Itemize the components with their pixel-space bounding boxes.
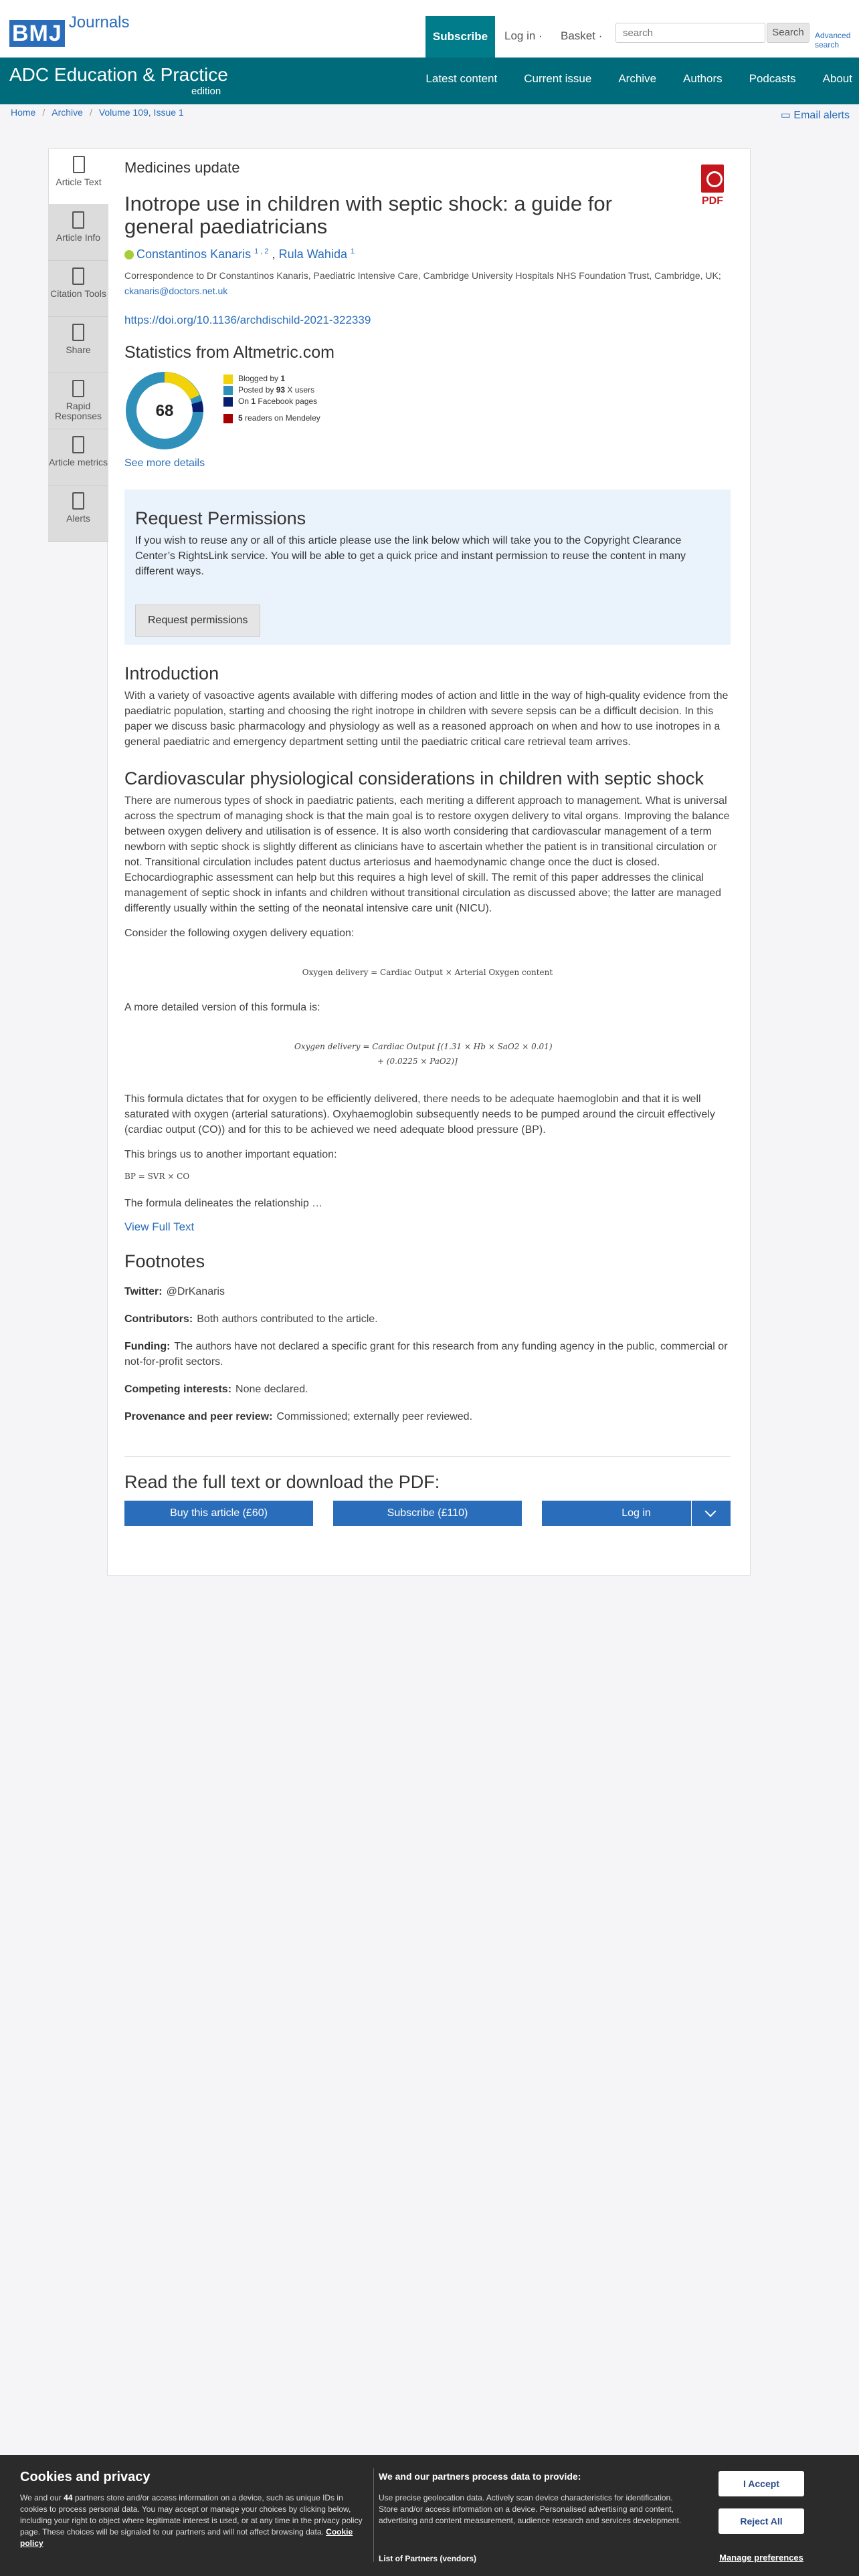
view-full-text-link[interactable] (124, 1220, 731, 1234)
cookie-text-post: partners store and/or access information on a device, such as unique IDs in cookies to process personal data. You may accept or manage your choices by clicking below, including your right to object where legitimate interest is used, or at any time in the privacy policy page. These choices will be signaled to our partners and will not affect browsing data. (20, 2493, 363, 2537)
author-link[interactable]: Rula Wahida (278, 247, 347, 261)
footnote-contributors (124, 1311, 731, 1327)
tab-article-metrics[interactable] (48, 429, 108, 486)
tab-citation-tools[interactable] (48, 261, 108, 317)
footnote-label: Twitter: (124, 1286, 163, 1297)
x-swatch (223, 386, 233, 395)
intro-heading: Introduction (124, 663, 219, 683)
correspondence-email[interactable]: ckanaris@doctors.net.uk (124, 286, 228, 296)
mendeley-swatch (223, 414, 233, 423)
journal-nav (399, 72, 852, 86)
tab-share[interactable] (48, 317, 108, 373)
equation-line: + (0.0225 × PaO2)] (377, 1057, 458, 1066)
intro-paragraph: With a variety of vasoactive agents available with differing modes of action and little in the way of high-quality evidence from the paediatric population, starting and choosing the right inotrope in children with severe sepsis can be a difficult decision. In this paper we discuss basic pharmacology and physiology as well as a reasoned approach on when and how to use inotropes in a general paediatric and emergency department setting until the paediatric critical care retrieval team arrives. (124, 690, 729, 748)
posted-pre: Posted by (238, 385, 274, 395)
list-of-partners-link[interactable]: List of Partners (vendors) (379, 2554, 477, 2563)
breadcrumb-home[interactable]: Home (11, 107, 36, 118)
permissions-title: Request Permissions (135, 508, 306, 528)
nav-current-issue[interactable]: Current issue (524, 72, 592, 85)
cardio-heading: Cardiovascular physiological considerations in children with septic shock (124, 768, 704, 788)
footnote-label: Competing interests: (124, 1384, 232, 1395)
doi-link[interactable] (124, 314, 731, 327)
altmetric-ring-facebook (197, 403, 198, 412)
equation-line: Oxygen delivery = Cardiac Output [(1.31 × Hb × SaO2 × 0.01) (294, 1042, 553, 1051)
footnote-competing (124, 1382, 731, 1397)
breadcrumb-separator: / (89, 107, 92, 118)
bmj-logo[interactable] (9, 13, 130, 47)
comment-icon (72, 380, 84, 397)
pdf-icon (701, 165, 724, 193)
consider-text: Consider the following oxygen delivery equation: (124, 928, 355, 939)
oxygen-delivery-equation: Oxygen delivery = Cardiac Output × Arterial Oxygen content (302, 968, 553, 977)
altmetric-donut[interactable] (124, 370, 205, 451)
see-more-text: See more details (124, 457, 205, 469)
orcid-icon[interactable] (124, 250, 134, 259)
fb-pre: On (238, 397, 250, 406)
cookie-provide-title: We and our partners process data to provide: (379, 2471, 581, 2482)
cookie-text (20, 2492, 363, 2549)
bp-equation: BP = SVR × CO (124, 1172, 190, 1181)
see-more-details-link[interactable] (124, 457, 731, 469)
tab-label: Alerts (66, 513, 90, 524)
breadcrumb-separator: / (42, 107, 45, 118)
blogged-pre: Blogged by (238, 374, 279, 383)
footnote-value: @DrKanaris (166, 1286, 225, 1297)
accept-cookies-button[interactable]: I Accept (719, 2471, 804, 2496)
email-alerts-label: Email alerts (793, 110, 850, 121)
mendeley-post: readers on Mendeley (245, 413, 320, 423)
tab-label: Citation Tools (50, 288, 106, 299)
altmetric-facebook (223, 396, 320, 407)
affiliation-ref[interactable]: 1 (350, 247, 355, 255)
pdf-label: PDF (702, 195, 723, 207)
manage-preferences-link[interactable]: Manage preferences (719, 2553, 803, 2563)
login-label: Log in (622, 1507, 651, 1519)
subscribe-button[interactable]: Subscribe (425, 16, 495, 58)
basket-link[interactable]: Basket · (561, 29, 603, 42)
posted-post: X users (287, 385, 315, 395)
posted-count: 93 (276, 385, 286, 395)
fb-post: Facebook pages (258, 397, 318, 406)
footnote-label: Funding: (124, 1341, 171, 1352)
subscribe-purchase-button[interactable]: Subscribe (£110) (333, 1501, 522, 1526)
buy-article-button[interactable]: Buy this article (£60) (124, 1501, 313, 1526)
nav-about[interactable]: About (822, 72, 852, 85)
tab-label: Article Text (56, 177, 102, 187)
email-alerts-icon: ▭ (780, 110, 791, 121)
altmetric-title: Statistics from Altmetric.com (124, 343, 335, 362)
footnote-label: Contributors: (124, 1313, 193, 1325)
altmetric-legend (223, 373, 320, 424)
footnote-value: Commissioned; externally peer reviewed. (276, 1411, 473, 1422)
cookie-provide-text: Use precise geolocation data. Actively scan device characteristics for identification. Store and/or access information on a device. Personalised advertising and content, advertising and content measurement, audience research and services development. (379, 2493, 682, 2525)
top-bar (0, 0, 859, 58)
breadcrumb-archive[interactable]: Archive (52, 107, 83, 118)
tab-alerts[interactable] (48, 486, 108, 542)
article-content (124, 159, 731, 1526)
doi-url: https://doi.org/10.1136/archdischild-2021-322339 (124, 314, 371, 326)
correspondence-text: Correspondence to Dr Constantinos Kanaris, Paediatric Intensive Care, Cambridge University Hospitals NHS Foundation Trust, Cambridge, UK; (124, 270, 721, 281)
bmj-logo-mark: BMJ (9, 20, 65, 47)
tab-label: Rapid Responses (54, 401, 102, 421)
login-link[interactable]: Log in · (504, 29, 543, 42)
cookie-text-pre: We and our (20, 2493, 62, 2502)
cookie-banner (0, 2455, 859, 2576)
purchase-options (124, 1501, 731, 1526)
nav-podcasts[interactable]: Podcasts (749, 72, 796, 85)
purchase-title: Read the full text or download the PDF: (124, 1472, 440, 1492)
breadcrumb-issue[interactable]: Volume 109, Issue 1 (98, 107, 184, 118)
fb-count: 1 (251, 397, 256, 406)
formula-explanation: This formula dictates that for oxygen to be efficiently delivered, there needs to be adequate haemoglobin and that it is well saturated with oxygen (arterial saturations). Oxyhaemoglobin subsequently needs to be pumped around the circuit effectively (cardiac output (CO)) and for this to be achieved we need adequate blood pressure (BP). (124, 1093, 715, 1136)
search-input[interactable] (615, 23, 765, 43)
author-separator: , (272, 247, 276, 261)
request-permissions-button[interactable]: Request permissions (135, 605, 260, 637)
cookie-divider (373, 2468, 374, 2562)
tab-rapid-responses[interactable] (48, 373, 108, 429)
share-icon (72, 324, 84, 341)
permissions-text: If you wish to reuse any or all of this article please use the link below which will take you to the Copyright Clearance Center’s RightsLink service. You will be able to get a quick price and instant permission to reuse the content in many different ways. (135, 535, 686, 577)
bell-icon (72, 492, 84, 510)
brings-text: This brings us to another important equation: (124, 1149, 337, 1160)
detailed-oxygen-equation (294, 1039, 731, 1069)
chevron-down-icon[interactable] (691, 1501, 731, 1526)
cookie-policy-link[interactable]: Cookie policy (20, 2527, 353, 2548)
info-icon (72, 211, 84, 229)
affiliation-ref[interactable]: 1 , 2 (254, 247, 269, 255)
advanced-search-line2: search (815, 40, 840, 49)
journal-edition: edition (191, 86, 221, 97)
altmetric-widget (124, 370, 731, 451)
footnote-funding (124, 1339, 731, 1370)
facebook-swatch (223, 397, 233, 407)
breadcrumb (11, 107, 184, 118)
article-side-tabs (48, 148, 108, 542)
altmetric-blogged (223, 373, 320, 385)
journal-title[interactable]: ADC Education & Practice (9, 64, 228, 85)
author-link[interactable]: Constantinos Kanaris (136, 247, 252, 261)
permissions-box (124, 490, 731, 645)
nav-latest-content[interactable]: Latest content (425, 72, 498, 85)
journal-header (0, 58, 859, 104)
advanced-search-link[interactable] (815, 31, 850, 49)
footnote-label: Provenance and peer review: (124, 1411, 273, 1422)
view-full-text: View Full Text (124, 1220, 195, 1233)
altmetric-posted (223, 385, 320, 396)
footnote-provenance (124, 1409, 731, 1424)
footnotes-title: Footnotes (124, 1251, 205, 1271)
cookie-partner-count: 44 (64, 2493, 73, 2502)
author-list (124, 247, 731, 261)
delineates-text: The formula delineates the relationship … (124, 1198, 323, 1209)
advanced-search-line1: Advanced (815, 31, 851, 40)
mendeley-count: 5 (238, 413, 243, 423)
nav-authors[interactable]: Authors (683, 72, 723, 85)
footnote-value: None declared. (235, 1384, 308, 1395)
altmetric-mendeley (223, 413, 320, 424)
document-icon (73, 156, 85, 173)
article-section: Medicines update (124, 159, 240, 176)
footnote-value: Both authors contributed to the article. (197, 1313, 378, 1325)
login-purchase-button[interactable] (542, 1501, 731, 1526)
footnote-twitter (124, 1284, 731, 1299)
email-alerts-link[interactable] (781, 108, 850, 122)
reject-cookies-button[interactable]: Reject All (719, 2508, 804, 2534)
detailed-text: A more detailed version of this formula is: (124, 1002, 320, 1013)
bmj-logo-journals: Journals (68, 13, 130, 31)
correspondence (124, 268, 731, 299)
footnote-value: The authors have not declared a specific grant for this research from any funding agency in the public, commercial or not-for-profit sectors. (124, 1341, 728, 1368)
blog-swatch (223, 374, 233, 384)
tab-article-text[interactable] (48, 148, 108, 205)
altmetric-score: 68 (155, 402, 174, 420)
tab-label: Share (66, 344, 91, 355)
cookie-title: Cookies and privacy (20, 2470, 151, 2484)
search-button[interactable]: Search (767, 23, 809, 43)
nav-archive[interactable]: Archive (618, 72, 657, 85)
chart-icon (72, 436, 84, 453)
tab-label: Article Info (56, 232, 101, 243)
pdf-download-link[interactable] (701, 165, 724, 207)
cardio-paragraph: There are numerous types of shock in paediatric patients, each meriting a different approach to management. What is universal across the spectrum of managing shock is that the main goal is to restore oxygen delivery to vital organs. Improving the balance between oxygen delivery and utilisation is of essence. It is also worth considering that cardiovascular management of a term newborn with septic shock is slightly different as clinicians have to ascertain whether the patient is in transitional circulation or not. Transitional circulation includes patent ductus arteriosus and haemodynamic change once the duct is closed. Echocardiographic assessment can help but this requires a high level of skill. The remit of this paper addresses the clinical management of septic shock in infants and children without transitional circulation as discussed above; the latter are managed differently usually within the setting of the neonatal intensive care unit (NICU). (124, 795, 730, 914)
blogged-count: 1 (280, 374, 286, 383)
article-title: Inotrope use in children with septic shock: a guide for general paediatricians (124, 192, 612, 238)
tab-label: Article metrics (49, 457, 108, 467)
tab-article-info[interactable] (48, 205, 108, 261)
quote-icon (72, 267, 84, 285)
